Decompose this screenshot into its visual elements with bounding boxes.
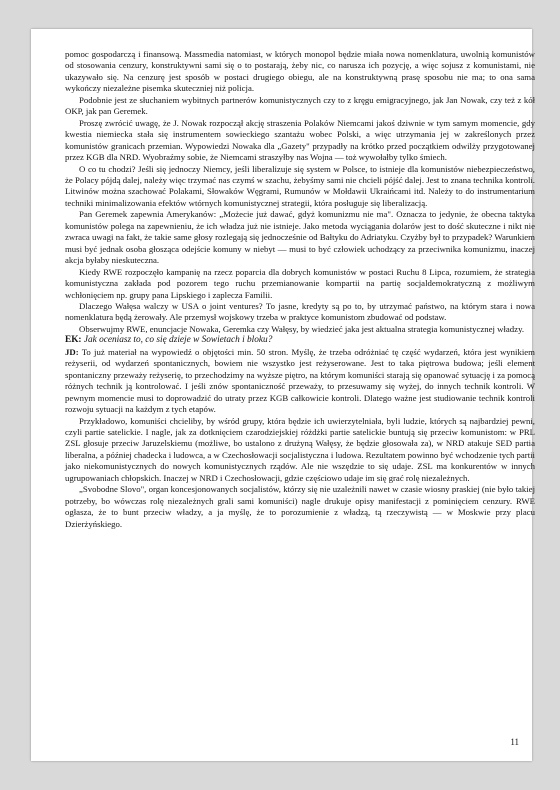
paragraph: Pan Geremek zapewnia Amerykanów: „Możecie już dawać, gdyż komunizmu nie ma". Oznacza to jedynie, że obecna taktyka komunistów polega na zapewnieniu, że ich władza już nie istnieje. Jako metoda wyciągania dolarów jest to dość skuteczne i nikt nie zwraca uwagi na fakt, że takie same głosy rozlegają się jednocześnie od Bałtyku do Adriatyku. Czyżby był to przypadek? Warunkiem musi być jednak osoba głosząca odejście komuny w niebyt — musi to być człowiek uchodzący za przeciwnika komunizmu, inaczej akcja byłaby nieskuteczna. [65,209,535,266]
answer-speaker-label: JD: [65,346,79,357]
interview-question [65,335,535,346]
question-speaker-label: EK: [65,335,82,346]
document-page [31,29,535,761]
interview-answer [65,347,535,416]
paragraph: Podobnie jest ze słuchaniem wybitnych partnerów komunistycznych czy to z kręgu emigracyjnego, jak Jan Nowak, czy też z kół OKP, jak pan Geremek. [65,94,535,117]
paragraph: Dlaczego Wałęsa walczy w USA o joint ventures? To jasne, kredyty są po to, by utrzymać państwo, na którym stara i nowa nomenklatura będą żerowały. Ale przemysł wojskowy trzeba w praktyce komunistom zbudować od podstaw. [65,300,535,323]
paragraph: Przykładowo, komuniści chcieliby, by wśród grupy, która będzie ich uwierzytelniała, byli ludzie, których są najbardziej pewni, czyli partie satelickie. I nagle, jak za dotknięciem czarodziejskiej różdżki partie satelickie buntują się przeciw komunistom: w PRL ZSL głosuje przeciw Jaruzelskiemu (możliwe, bo ustalono z drużyną Wałęsy, że będzie głosowała za), w NRD atakuje SED partia liberalna, a później chadecka i ludowca, a w Czechosłowacji socjalistyczna i ludowa. Rezultatem powinno być wchodzenie tych partii jako niekomunistycznych do nowych komunistycznych rządów. Ale nie wszędzie to się udaje. ZSL ma konkurentów w innych ugrupowaniach chłopskich. Inaczej w NRD i Czechosłowacji, gdzie częściowo udaje im się grać rolę niezależnych. [65,415,535,483]
paragraph: O co tu chodzi? Jeśli się jednoczy Niemcy, jeśli liberalizuje się system w Polsce, to istnieje dla komunistów niebezpieczeństwo, że Polacy pójdą dalej, należy więc trzymać nas czymś w szachu, żebyśmy sami nie chcieli pójść dalej. Jest to znana technika kontroli. Litwinów można szachować Polakami, Słowaków Węgrami, Rumunów w Mołdawii Ukraińcami itd. Należy to do instrumentarium techniki minimalizowania efektów wtórnych komunistycznej strategii, która posługuje się liberalizacją. [65,163,535,208]
question-text: Jak oceniasz to, co się dzieje w Sowietach i bloku? [83,335,273,346]
paragraph: Obserwujmy RWE, enuncjacje Nowaka, Geremka czy Wałęsy, by wiedzieć jaka jest aktualna strategia komunistycznej władzy. [79,323,525,334]
answer-text: To już materiał na wypowiedź o objętości min. 50 stron. Myślę, że trzeba odróżniać tę część wydarzeń, która jest wynikiem reżyserii, od wydarzeń spontanicznych, bowiem nie wszystko jest reżyserowane. Jest to taka piętrowa budowa; jeśli element spontaniczny przeważy reżyserię, to przechodzimy na wyższe piętro, na którym komuniści starają się opanować sytuację i za pomocą różnych technik ją kontrolować. I jeśli znów spontaniczność przeważy, to przesuwamy się wyżej, do innych technik kontroli. W pewnym momencie musi to doprowadzić do utraty przez KGB całkowicie kontroli. Dlatego ważne jest studiowanie technik kontroli rozwoju sytuacji na każdym z tych etapów. [65,346,535,415]
page-number: 11 [510,737,519,747]
paragraph: „Svobodne Slovo", organ koncesjonowanych socjalistów, którzy się nie uzależnili nawet w czasie wiosny praskiej (nie było takiej potrzeby, bo wówczas rolę niezależnych grali sami komuniści) nagle drukuje opisy manifestacji z pominięciem cenzury. RWE ogłasza, że to bunt przeciw władzy, a ja myślę, że to porozumienie z władzą, tą rzeczywistą — w Moskwie przy placu Dzierżyńskiego. [65,484,535,529]
paragraph: Proszę zwrócić uwagę, że J. Nowak rozpoczął akcję straszenia Polaków Niemcami jakoś dziwnie w tym samym momencie, gdy kwestia niemiecka stała się instrumentem sowieckiego szantażu wobec Polski, a więc utrzymania jej w zakreślonych przez komunistów granicach przemian. Wypowiedzi Nowaka dla „Gazety" przypadły na krótko przed początkiem odwilży przygotowanej przez KGB dla NRD. Wyobraźmy sobie, że Niemcami straszyłby nas Wojna — toż wywołałby tylko śmiech. [65,117,535,163]
body-text [65,49,535,530]
paragraph: Kiedy RWE rozpoczęło kampanię na rzecz poparcia dla dobrych komunistów w postaci Ruchu 8 Lipca, rozumiem, że strategia komunistyczna zakłada pod pozorem tego ruchu przemianowanie kompartii na partię socjaldemokratyczną z możliwym wchłonięciem np. grupy pana Lipskiego i zaplecza Familii. [65,266,535,300]
paragraph: pomoc gospodarczą i finansową. Massmedia natomiast, w których monopol będzie miała nowa nomenklatura, uwolnią komunistów od stosowania cenzury, konstruktywni sami się o to postarają, żeby nic, co narusza ich pozycję, a więc sojusz z komunistami, nie ukazywało się. Na cenzurę jest sposób w postaci drugiego obiegu, ale na konstruktywną prasę sposobu nie ma; to ona sama wykończy niezależne pisemka skuteczniej niż policja. [65,49,535,94]
